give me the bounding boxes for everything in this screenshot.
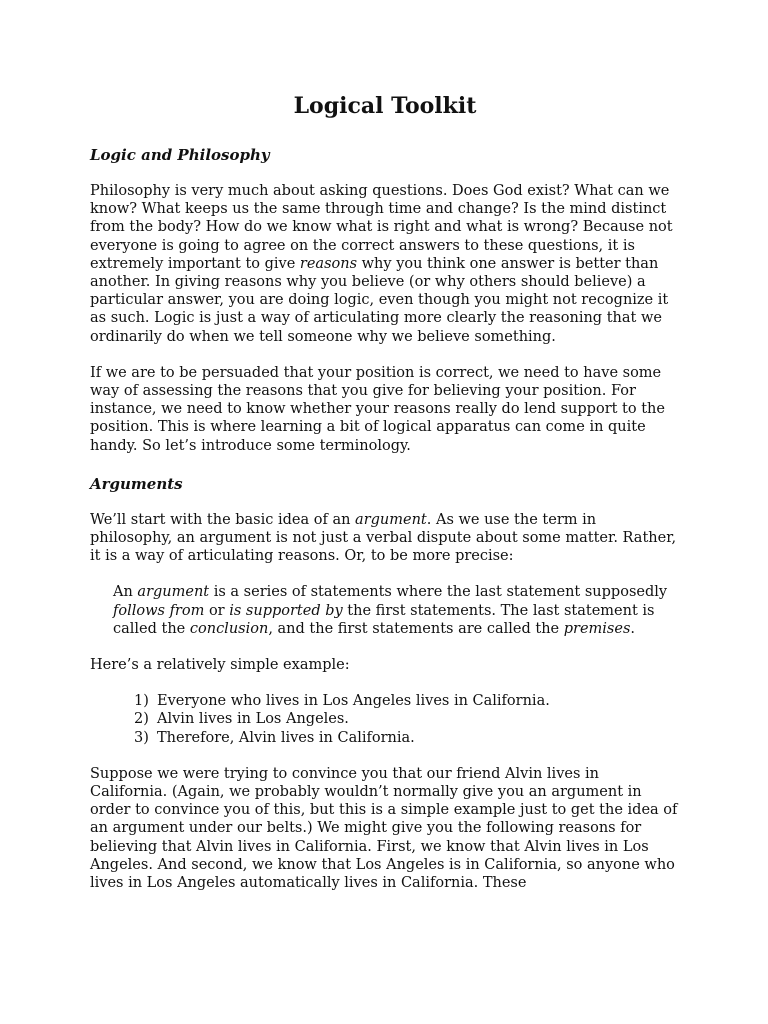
text-run: or (204, 602, 230, 619)
text-run: the first statements. The last statement is called the (113, 602, 655, 637)
text-run: An (113, 584, 138, 601)
paragraph-argument-intro (90, 511, 680, 566)
paragraph-example-intro: Here’s a relatively simple example: (90, 657, 350, 674)
document-page (90, 90, 680, 910)
emphasis-is-supported-by: is supported by (229, 602, 343, 619)
text-run: Philosophy is very much about asking questions. Does God exist? What can we know? What keeps us the same through time and change? Is the mind distinct from the body? How do we know what is right and what is wrong? Because not everyone is going to agree on the correct answers to these questions, it is extremely important to give (90, 183, 673, 272)
list-text: Everyone who lives in Los Angeles lives in California. (157, 693, 550, 710)
argument-definition (113, 583, 680, 638)
text-run: We’ll start with the basic idea of an (90, 511, 356, 528)
paragraph-alvin-explanation: Suppose we were trying to convince you that our friend Alvin lives in California. (Again, we probably wouldn’t normally give you an argument in order to convince you of this, but this is a simple example just to get the idea of an argument under our belts.) We might give you the following reasons for believing that Alvin lives in California. First, we know that Alvin lives in Los Angeles. And second, we know that Los Angeles is in California, so anyone who lives in Los Angeles automatically lives in California. These (90, 765, 678, 892)
emphasis-premises: premises (563, 620, 631, 637)
emphasis-conclusion: conclusion (189, 620, 269, 637)
list-text: Therefore, Alvin lives in California. (157, 729, 415, 746)
paragraph-persuasion: If we are to be persuaded that your position is correct, we need to have some way of assessing the reasons that you give for believing your position. For instance, we need to know whether your reasons really do lend support to the position. This is where learning a bit of logical apparatus can come in quite handy. So let’s introduce some terminology. (90, 364, 665, 454)
emphasis-argument: argument (137, 584, 210, 601)
document-title: Logical Toolkit (293, 93, 477, 119)
list-item (134, 710, 680, 728)
list-number: 1) (134, 693, 149, 710)
text-run: why you think one answer is better than another. In giving reasons why you believe (or why others should believe) a particular answer, you are doing logic, even though you might not recognize it as such. Logic is just a way of articulating more clearly the reasoning that we ordinarily do when we tell someone why we believe something. (90, 255, 669, 345)
emphasis-reasons: reasons (299, 255, 358, 272)
text-run: . As we use the term in philosophy, an argument is not just a verbal dispute about some matter. Rather, it is a way of articulating reasons. Or, to be more precise: (90, 511, 677, 565)
section-heading-logic-and-philosophy: Logic and Philosophy (90, 146, 270, 164)
list-text: Alvin lives in Los Angeles. (157, 711, 349, 728)
section-heading-arguments: Arguments (90, 474, 183, 493)
text-run: is a series of statements where the last statement supposedly (209, 584, 668, 601)
text-run: , and the first statements are called the (268, 620, 564, 637)
list-item (134, 692, 680, 710)
example-argument-list (134, 692, 680, 747)
list-item (134, 729, 680, 747)
paragraph-philosophy-questions (90, 182, 680, 346)
list-number: 3) (134, 729, 149, 746)
text-run: . (630, 620, 636, 637)
emphasis-argument: argument (355, 511, 427, 528)
emphasis-follows-from: follows from (113, 602, 205, 619)
list-number: 2) (134, 711, 149, 728)
